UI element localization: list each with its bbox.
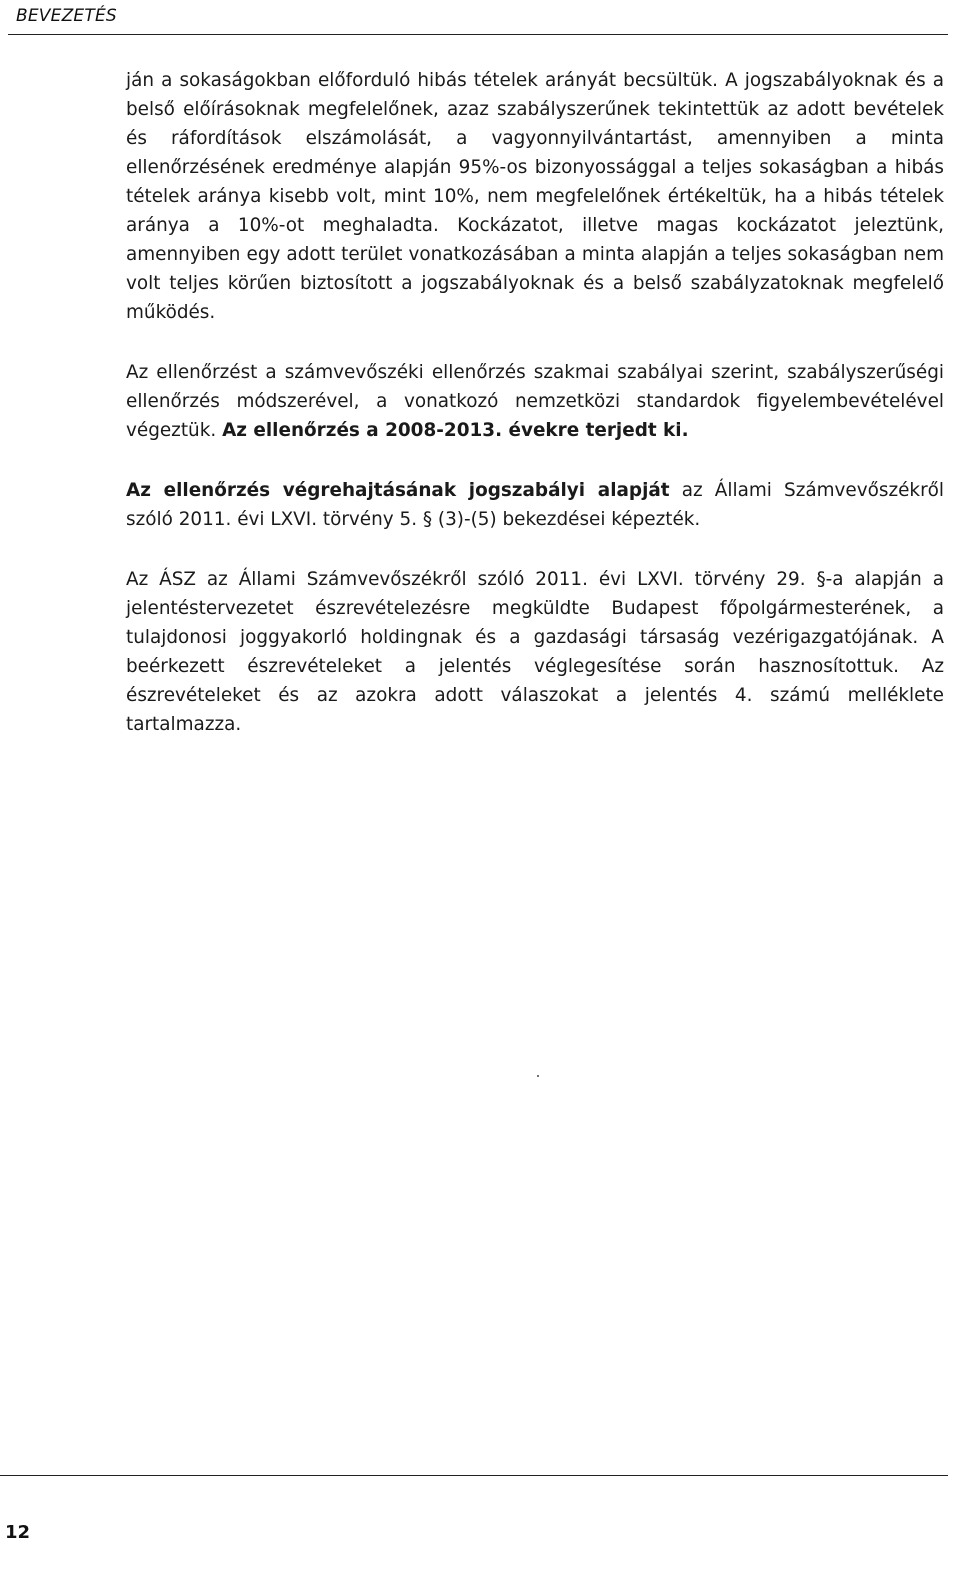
header-divider xyxy=(8,34,948,35)
paragraph-legal-basis xyxy=(126,476,944,534)
running-header: BEVEZETÉS xyxy=(16,6,117,26)
paragraph-sampling-method xyxy=(126,66,944,327)
audit-period-emphasis: Az ellenőrzés a 2008-2013. évekre terjedt ki. xyxy=(222,420,689,441)
paragraph-audit-method xyxy=(126,358,944,445)
paragraph-text: ján a sokaságokban előforduló hibás tételek arányát becsültük. A jogszabályoknak és a belső előírásoknak megfelelőnek, azaz szabályszerűnek tekintettük az adott bevételek és ráfordítások elszámolását, a vagyonnyilvántartást, amennyiben a minta ellenőrzésének eredménye alapján 95%-os bizonyossággal a teljes sokaságban a hibás tételek aránya kisebb volt, mint 10%, nem megfelelőnek értékeltük, ha a hibás tételek aránya a 10%-ot meghaladta. Kockázatot, illetve magas kockázatot jeleztünk, amennyiben egy adott terület vonatkozásában a minta alapján a teljes sokaságban nem volt teljes körűen biztosított a jogszabályoknak és a belső szabályzatoknak megfelelő működés. xyxy=(126,70,944,323)
paragraph-text: Az ellenőrzést a számvevőszéki ellenőrzés szakmai szabályai szerint, szabályszerűségi ellenőrzés módszerével, a vonatkozó nemzetközi standardok figyelembevételével végeztük. xyxy=(126,362,944,441)
scan-speck xyxy=(537,1075,539,1077)
paragraph-text: az Állami Számvevőszékről szóló 2011. évi LXVI. törvény 5. § (3)-(5) bekezdései képezték. xyxy=(126,480,944,530)
legal-basis-emphasis: Az ellenőrzés végrehajtásának jogszabályi alapját xyxy=(126,480,670,501)
paragraph-text: Az ÁSZ az Állami Számvevőszékről szóló 2011. évi LXVI. törvény 29. §-a alapján a jelentéstervezetet észrevételezésre megküldte Budapest főpolgármesterének, a tulajdonosi joggyakorló holdingnak és a gazdasági társaság vezérigazgatójának. A beérkezett észrevételeket a jelentés véglegesítése során hasznosítottuk. Az észrevételeket és az azokra adott válaszokat a jelentés 4. számú melléklete tartalmazza. xyxy=(126,569,944,735)
body-text xyxy=(126,66,944,770)
page-number: 12 xyxy=(5,1522,31,1543)
footer-divider xyxy=(0,1475,948,1476)
paragraph-comments xyxy=(126,565,944,739)
